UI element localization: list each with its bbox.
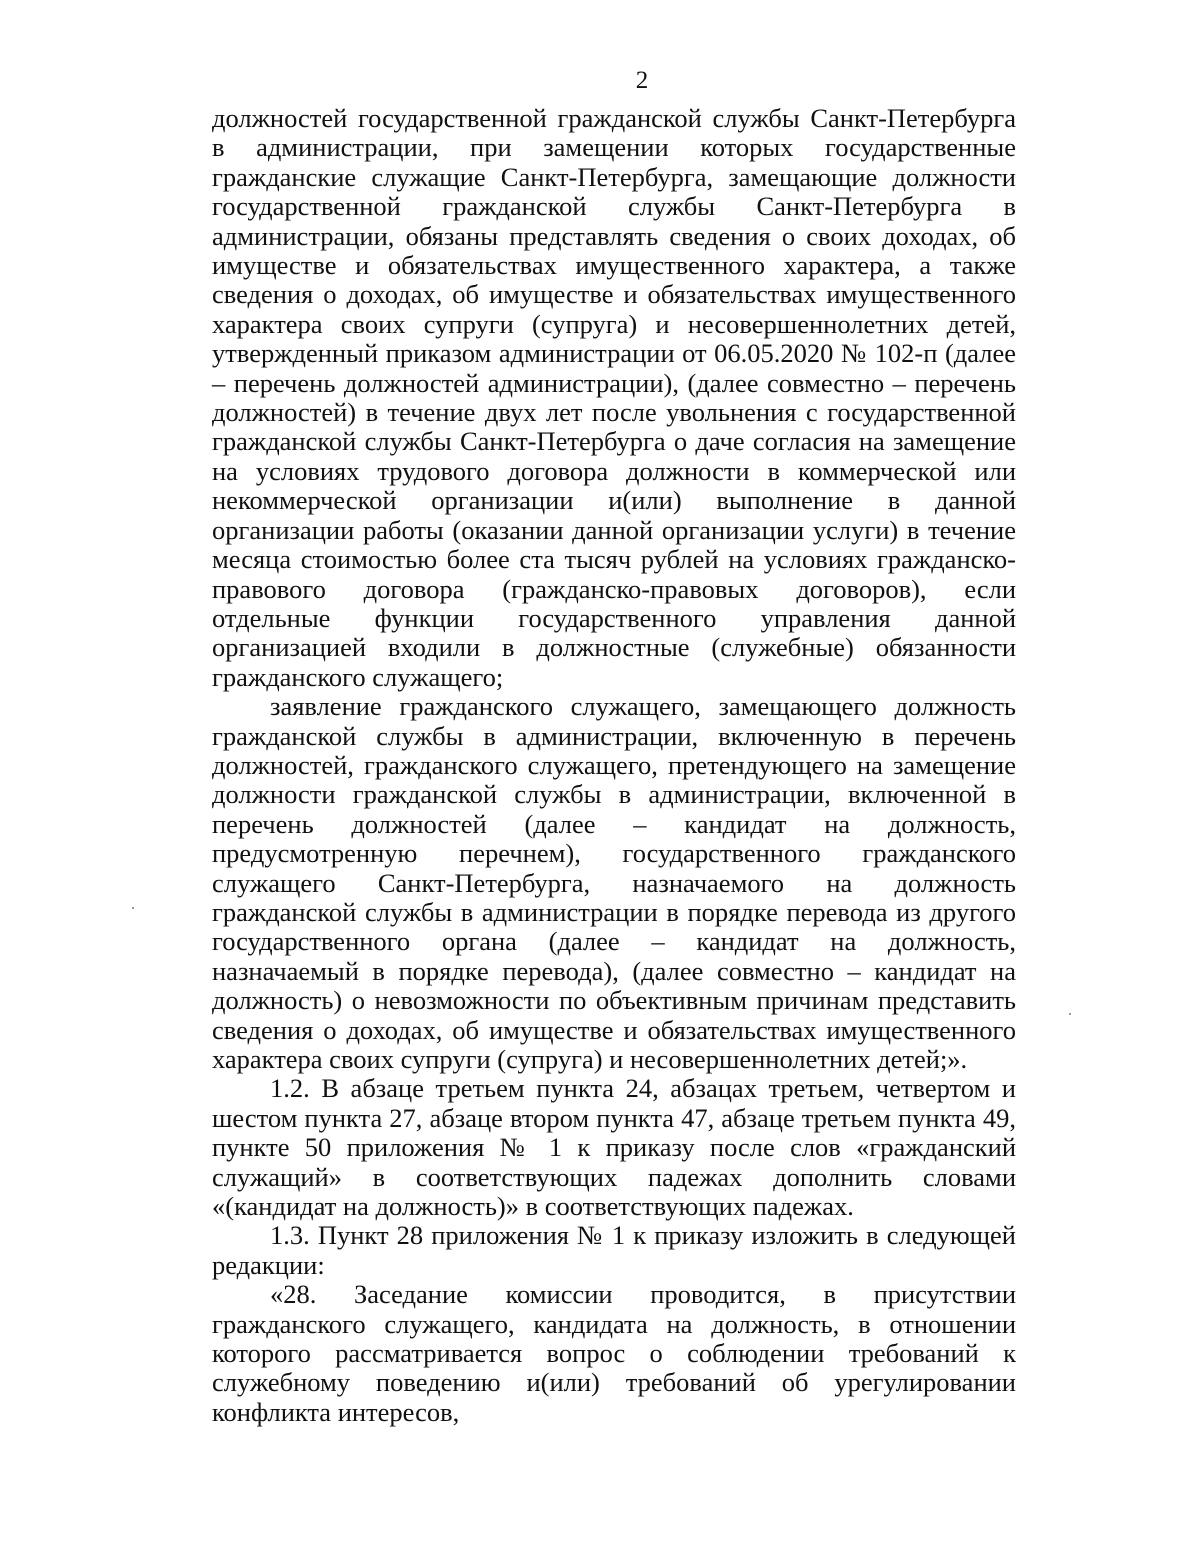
document-body (212, 104, 1016, 1427)
scan-speck (132, 907, 134, 909)
paragraph-item-1-2: 1.2. В абзаце третьем пункта 24, абзацах третьем, четвертом и шестом пункта 27, абзаце втором пункта 47, абзаце третьем пункта 49, пункте 50 приложения № 1 к приказу после слов «гражданский служащий» в соответствующих падежах дополнить словами «(кандидат на должность)» в соответствующих падежах. (212, 1073, 1016, 1222)
paragraph-item-28: «28. Заседание комиссии проводится, в присутствии гражданского служащего, кандидата на должность, в отношении которого рассматривается вопрос о соблюдении требований к служебному поведению и(или) требований об урегулировании конфликта интересов, (212, 1279, 1016, 1427)
paragraph-statement-of-employee: заявление гражданского служащего, замещающего должность гражданской службы в администрации, включенную в перечень должностей, гражданского служащего, претендующего на замещение должности гражданской службы в администрации, включенной в перечень должностей (далее – кандидат на должность, предусмотренную перечнем), государственного гражданского служащего Санкт-Петербурга, назначаемого на должность гражданской службы в администрации в порядке перевода из другого государственного органа (далее – кандидат на должность, назначаемый в порядке перевода), (далее совместно – кандидат на должность) о невозможности по объективным причинам представить сведения о доходах, об имуществе и обязательствах имущественного характера своих супруги (супруга) и несовершеннолетних детей;». (212, 691, 1016, 1074)
scan-speck (1069, 1013, 1071, 1015)
paragraph-list-of-positions: должностей государственной гражданской службы Санкт-Петербурга в администрации, при замещении которых государственные гражданские служащие Санкт-Петербурга, замещающие должности государственной гражданской службы Санкт-Петербурга в администрации, обязаны представлять сведения о своих доходах, об имуществе и обязательствах имущественного характера, а также сведения о доходах, об имуществе и обязательствах имущественного характера своих супруги (супруга) и несовершеннолетних детей, утвержденный приказом администрации от 06.05.2020 № 102-п (далее – перечень должностей администрации), (далее совместно – перечень должностей) в течение двух лет после увольнения с государственной гражданской службы Санкт-Петербурга о даче согласия на замещение на условиях трудового договора должности в коммерческой или некоммерческой организации и(или) выполнение в данной организации работы (оказании данной организации услуги) в течение месяца стоимостью более ста тысяч рублей на условиях гражданско-правового договора (гражданско-правовых договоров), если отдельные функции государственного управления данной организацией входили в должностные (служебные) обязанности гражданского служащего; (212, 103, 1016, 692)
paragraph-item-1-3: 1.3. Пункт 28 приложения № 1 к приказу изложить в следующей редакции: (212, 1220, 1016, 1280)
page-number: 2 (635, 67, 649, 94)
